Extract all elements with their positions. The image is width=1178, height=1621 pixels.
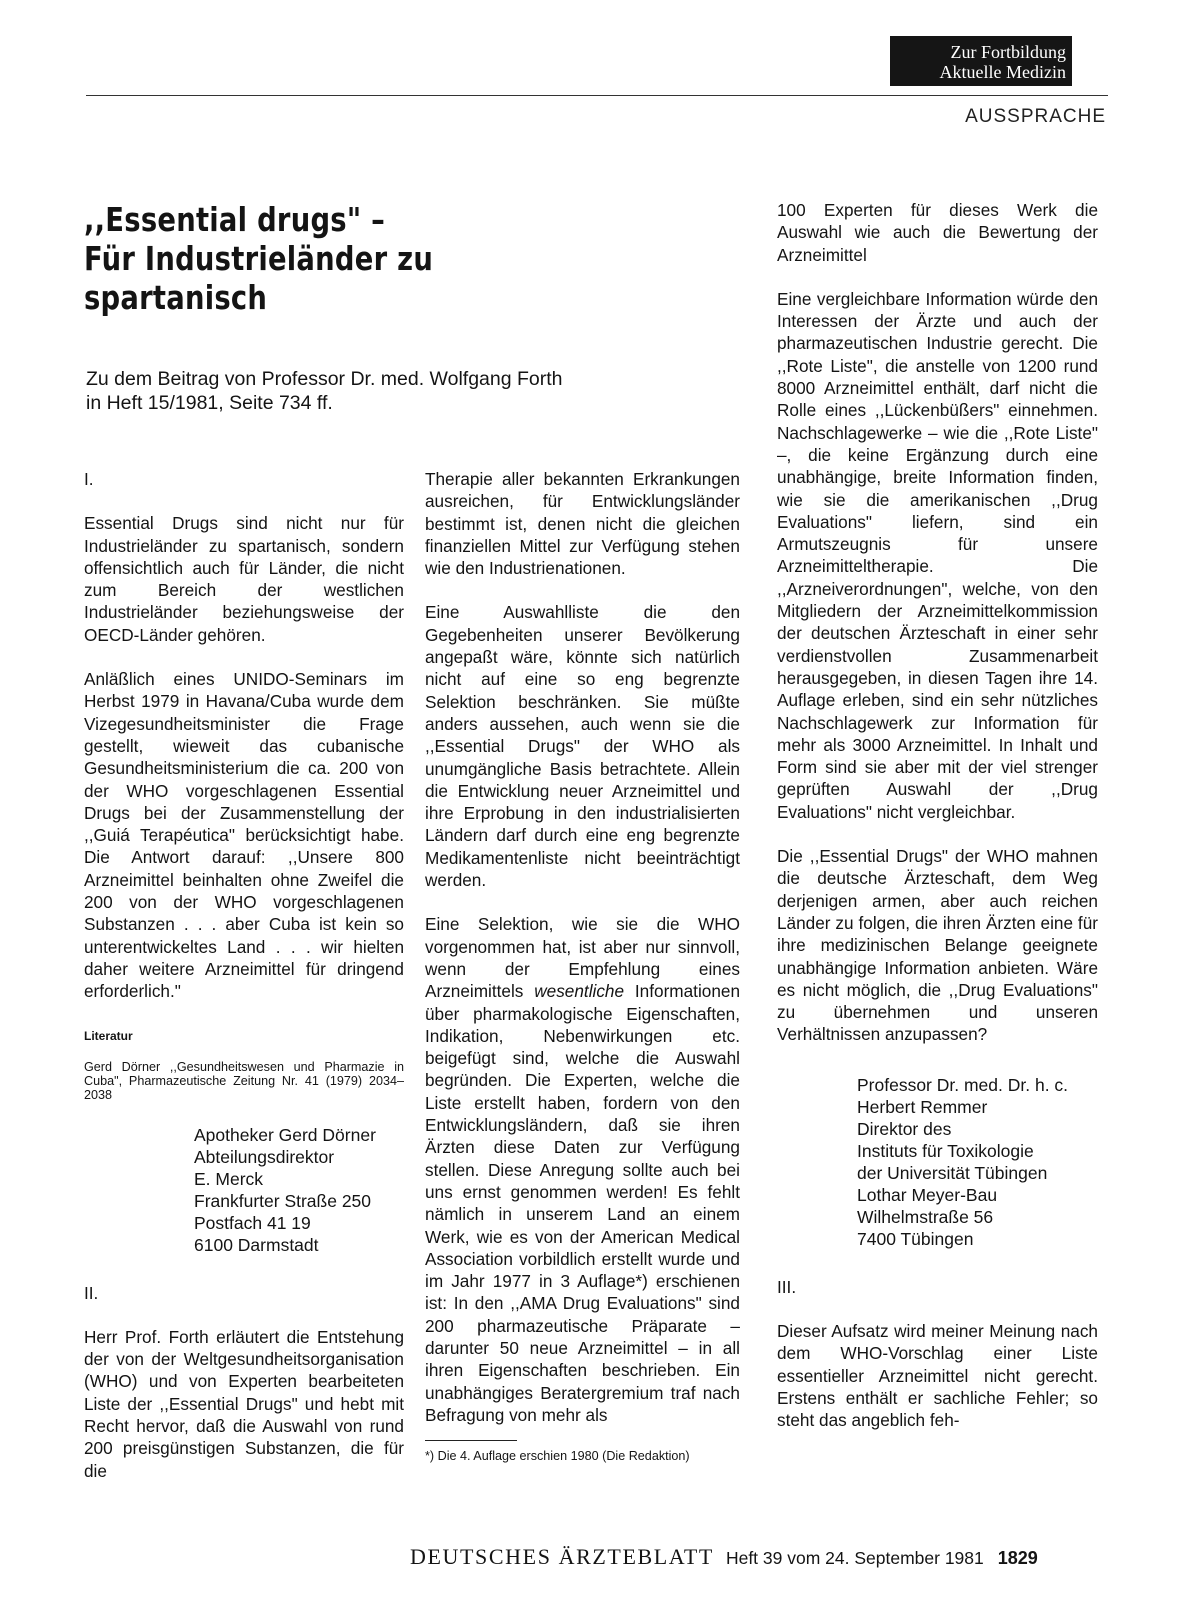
article-subtitle <box>86 367 706 415</box>
address-line: Herbert Remmer <box>857 1096 988 1117</box>
emphasis: wesentliche <box>534 981 625 1002</box>
page-footer <box>410 1544 1100 1570</box>
address-line: Frankfurter Straße 250 <box>194 1190 372 1211</box>
page-number: 1829 <box>997 1548 1038 1568</box>
paragraph: Herr Prof. Forth erläutert die Entstehung der von der Weltgesundheitsorganisation (WHO) und von Experten bearbeiteten Liste der ,,Essential Drugs" und hebt mit Recht hervor, daß die Auswahl von rund 200 preisgünstigen Substanzen, die für die <box>84 1326 404 1481</box>
literature-heading: Literatur <box>84 1028 133 1043</box>
title-line: ,,Essential drugs" – <box>84 200 386 239</box>
address-line: Wilhelmstraße 56 <box>857 1206 994 1227</box>
section-label: AUSSPRACHE <box>965 106 1106 127</box>
address-line: E. Merck <box>194 1168 264 1189</box>
author-address-2 <box>857 1074 1098 1250</box>
title-line: Für Industrieländer zu <box>84 239 434 278</box>
address-line: Postfach 41 19 <box>194 1212 311 1233</box>
address-line: Professor Dr. med. Dr. h. c. <box>857 1074 1069 1095</box>
journal-name: DEUTSCHES ÄRZTEBLATT <box>410 1544 714 1569</box>
address-line: Apotheker Gerd Dörner <box>194 1124 376 1145</box>
address-line: der Universität Tübingen <box>857 1162 1048 1183</box>
badge-line-2: Aktuelle Medizin <box>939 62 1066 82</box>
title-line: spartanisch <box>84 278 268 317</box>
paragraph: Essential Drugs sind nicht nur für Industrieländer zu spartanisch, sondern offensichtlich auch für Länder, die nicht zum Bereich der westlichen Industrieländer beziehungsweise der OECD-Länder gehören. <box>84 513 404 645</box>
paragraph: Eine Auswahlliste die den Gegebenheiten unserer Bevölkerung angepaßt wäre, könnte sich natürlich nicht auf eine so eng begrenzte Selektion beschränken. Sie müßte anders aussehen, auch wenn sie die ,,Essential Drugs" der WHO als unumgängliche Basis betrachtete. Allein die Entwicklung neuer Arzneimittel und ihre Erprobung in den industrialisierten Ländern darf durch eine eng begrenzte Medikamentenliste nicht beeinträchtigt werden. <box>425 602 740 891</box>
issue-info: Heft 39 vom 24. September 1981 <box>725 1548 984 1568</box>
article-title <box>84 200 482 317</box>
address-line: Instituts für Toxikologie <box>857 1140 1034 1161</box>
address-line: 7400 Tübingen <box>857 1228 974 1249</box>
paragraph: Anläßlich eines UNIDO-Seminars im Herbst 1979 in Havana/Cuba wurde dem Vizegesundheitsminister die Frage gestellt, wieweit das cubanische Gesundheitsministerium die ca. 200 von der WHO vorgeschlagenen Essential Drugs bei der Zusammenstellung der ,,Guiá Terapéutica" berücksichtigt habe. Die Antwort darauf: ,,Unsere 800 Arzneimittel beinhalten ohne Zweifel die 200 von der WHO vorgeschlagenen Substanzen . . . aber Cuba ist kein so unterentwickeltes Land . . . wir hielten daher weitere Arzneimittel für dringend erforderlich." <box>84 669 404 1002</box>
literature-reference: Gerd Dörner ,,Gesundheitswesen und Pharmazie in Cuba", Pharmazeutische Zeitung Nr. 41 (1979) 2034–2038 <box>84 1059 404 1102</box>
badge-line-1: Zur Fortbildung <box>950 42 1066 62</box>
paragraph: Therapie aller bekannten Erkrankungen ausreichen, für Entwicklungsländer bestimmt ist, denen nicht die gleichen finanziellen Mittel zur Verfügung stehen wie den Industrienationen. <box>425 469 740 579</box>
section-numeral-3: III. <box>777 1276 797 1297</box>
address-line: 6100 Darmstadt <box>194 1234 319 1255</box>
section-badge <box>890 36 1072 86</box>
footnote: *) Die 4. Auflage erschien 1980 (Die Redaktion) <box>425 1449 690 1464</box>
paragraph: Eine vergleichbare Information würde den Interessen der Ärzte und auch der pharmazeutischen Industrie gerecht. Die ,,Rote Liste", die anstelle von 1200 rund 8000 Arzneimittel enthält, darf nicht die Rolle eines ,,Lückenbüßers" einnehmen. Nachschlagewerke – wie die ,,Rote Liste" –, die keine Ergänzung durch eine unabhängige, breite Information finden, wie sie die amerikanischen ,,Drug Evaluations" liefern, sind ein Armutszeugnis für unsere Arzneimitteltherapie. Die ,,Arzneiverordnungen", welche, von den Mitgliedern der Arzneimittelkommission der deutschen Ärzteschaft in einer sehr verdienstvollen Zusammenarbeit herausgegeben, in diesen Tagen ihre 14. Auflage erleben, sind ein sehr nützliches Nachschlagewerk zur Information für mehr als 3000 Arzneimittel. In Inhalt und Form sind sie aber mit der viel strenger geprüften Auswahl der ,,Drug Evaluations" nicht vergleichbar. <box>777 288 1098 822</box>
section-numeral-1: I. <box>84 469 94 489</box>
footnote-rule <box>425 1440 517 1441</box>
column-3 <box>777 199 1098 1431</box>
paragraph: Die ,,Essential Drugs" der WHO mahnen die deutsche Ärzteschaft, dem Weg derjenigen armen, aber auch reichen Länder zu folgen, die ihren Ärzten eine für ihre medizinischen Belange geeignete unabhängige Information anbieten. Wäre es nicht möglich, die ,,Drug Evaluations" zu übernehmen und unseren Verhältnissen anzupassen? <box>777 846 1098 1045</box>
text-run: Informationen über pharmakologische Eigenschaften, Indikation, Nebenwirkungen etc. beigefügt sind, welche die Auswahl begründen. Die Experten, welche die Liste erstellt haben, fordern von den Entwicklungsländern, daß sie ihren Ärzten diese Daten zur Verfügung stellen. Diese Anregung sollte auch bei uns ernst genommen werden! Es fehlt nämlich in unserem Land an einem Werk, wie es von der American Medical Association vorbildlich erstellt wurde und im Jahr 1977 in 3 Auflage*) erschienen ist: In den ,,AMA Drug Evaluations" sind 200 pharmazeutische Präparate – darunter 50 neue Arzneimittel – in all ihren Eigenschaften beschrieben. Ein unabhängiges Beratergremium traf nach Befragung von mehr als <box>425 981 740 1425</box>
subtitle-line: Zu dem Beitrag von Professor Dr. med. Wolfgang Forth <box>86 368 563 390</box>
section-numeral-2: II. <box>84 1282 99 1303</box>
address-line: Abteilungsdirektor <box>194 1146 335 1167</box>
address-line: Lothar Meyer-Bau <box>857 1184 998 1205</box>
text-run: Eine Selektion, wie sie die WHO vorgenommen hat, ist aber nur sinnvoll, wenn der Empfehlung eines Arzneimittels <box>425 914 740 1002</box>
author-address-1 <box>194 1124 404 1256</box>
column-1 <box>84 468 404 1482</box>
paragraph <box>425 913 740 1426</box>
paragraph: Dieser Aufsatz wird meiner Meinung nach dem WHO-Vorschlag einer Liste essentieller Arzneimittel nicht gerecht. Erstens enthält er sachliche Fehler; so steht das angeblich feh- <box>777 1320 1098 1431</box>
header-rule <box>86 95 1108 96</box>
address-line: Direktor des <box>857 1118 952 1139</box>
paragraph: 100 Experten für dieses Werk die Auswahl wie auch die Bewertung der Arzneimittel <box>777 200 1098 265</box>
column-2 <box>425 468 740 1464</box>
subtitle-line: in Heft 15/1981, Seite 734 ff. <box>86 392 333 414</box>
